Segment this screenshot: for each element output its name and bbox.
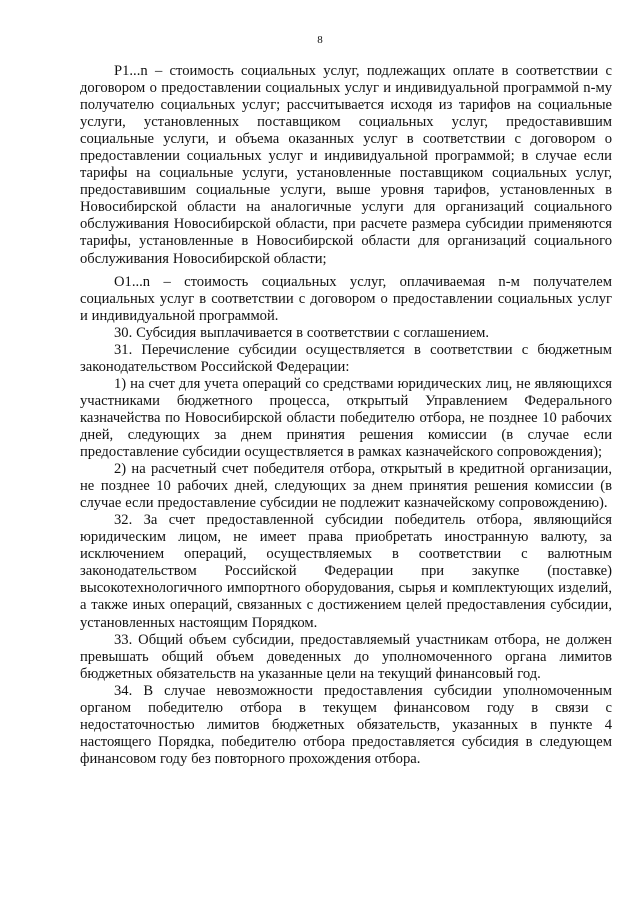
document-body — [80, 63, 612, 768]
page-number: 8 — [317, 34, 323, 46]
paragraph-32: 32. За счет предоставленной субсидии победитель отбора, являющийся юридическим лицом, не имеет права приобретать иностранную валюту, за исключением операций, осуществляемых в соответствии с валютным законодательством Российской Федерации при закупке (поставке) высокотехнологичного импортного оборудования, сырья и комплектующих изделий, а также иных операций, связанных с достижением целей предоставления субсидии, установленных настоящим Порядком. — [80, 512, 612, 631]
paragraph-34: 34. В случае невозможности предоставления субсидии уполномоченным органом победителю отбора в текущем финансовом году в связи с недостаточностью лимитов бюджетных обязательств, указанных в пункте 4 настоящего Порядка, победителю отбора предоставляется субсидия в следующем финансовом году без повторного прохождения отбора. — [80, 682, 612, 767]
paragraph-33: 33. Общий объем субсидии, предоставляемый участникам отбора, не должен превышать общий объем доведенных до уполномоченного органа лимитов бюджетных обязательств на указанные цели на текущий финансовый год. — [80, 631, 612, 682]
paragraph-31-item-2: 2) на расчетный счет победителя отбора, открытый в кредитной организации, не позднее 10 рабочих дней, следующих за днем принятия решения комиссии (в случае если предоставление субсидии не подлежит казначейскому сопровождению). — [80, 461, 612, 512]
paragraph-31-item-1: 1) на счет для учета операций со средствами юридических лиц, не являющихся участниками бюджетного процесса, открытый Управлением Федерального казначейства по Новосибирской области победителю отбора, не позднее 10 рабочих дней, следующих за днем принятия решения комиссии (в случае если предоставление субсидии осуществляется в рамках казначейского сопровождения); — [80, 375, 612, 461]
paragraph-o-definition: O1...n – стоимость социальных услуг, оплачиваемая n-м получателем социальных услуг в соответствии с договором о предоставлении социальных услуг и индивидуальной программой. — [80, 273, 612, 324]
paragraph-30: 30. Субсидия выплачивается в соответствии с соглашением. — [114, 324, 490, 341]
paragraph-p-definition: P1...n – стоимость социальных услуг, подлежащих оплате в соответствии с договором о предоставлении социальных услуг и индивидуальной программой n-му получателю социальных услуг; рассчитывается исходя из тарифов на социальные услуги, установленных поставщиком социальных услуг, предоставившим социальные услуги, и объема оказанных услуг в соответствии с договором о предоставлении социальных услуг и индивидуальной программой; в случае если тарифы на социальные услуги, установленные поставщиком социальных услуг, предоставившим социальные услуги, выше уровня тарифов, установленных в Новосибирской области на аналогичные услуги для организаций социального обслуживания Новосибирской области, при расчете размера субсидии применяются тарифы, установленные в Новосибирской области для организаций социального обслуживания Новосибирской области; — [80, 63, 612, 267]
paragraph-31: 31. Перечисление субсидии осуществляется в соответствии с бюджетным законодательством Российской Федерации: — [80, 341, 612, 375]
